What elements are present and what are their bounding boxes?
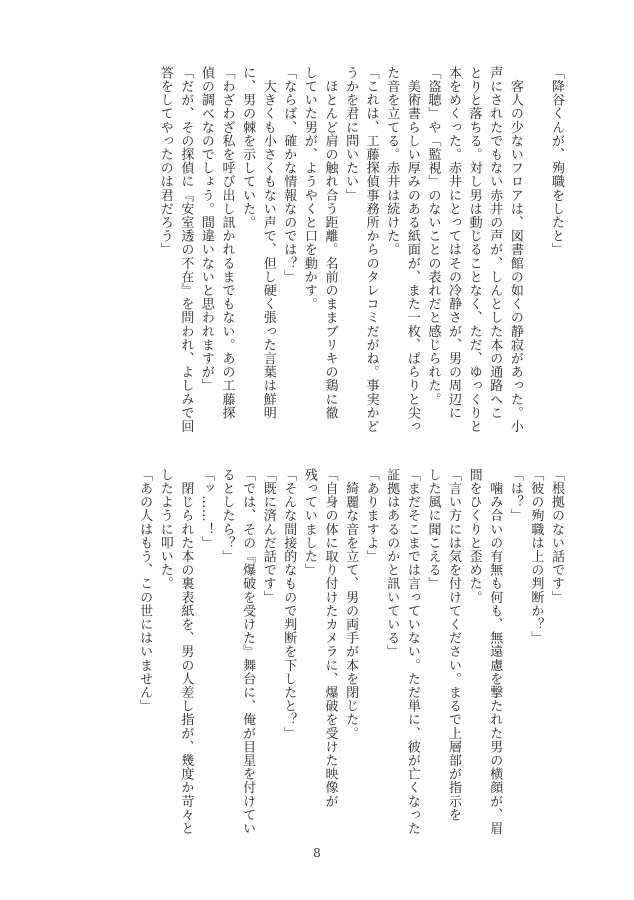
- text-line: 「あの人はもう、この世にはいません」: [137, 468, 153, 713]
- page-number: 8: [313, 846, 321, 860]
- text-line: 「まだそこまでは言っていない。ただ単に、彼が亡くなった: [404, 468, 420, 836]
- text-line: るとしたら？」: [219, 468, 235, 564]
- text-line: 残っていました」: [301, 468, 317, 577]
- text-line: とりと落ちる。対し男は動じることなく、ただ、ゆっくりと: [466, 66, 482, 434]
- text-line: 本をめくった。赤井にとってはその冷静さが、男の周辺に: [446, 66, 462, 420]
- text-line: 「では、その『爆破を受けた』舞台に、俺が目星を付けてい: [240, 468, 256, 836]
- text-line: に、男の棘を示していた。: [240, 66, 256, 230]
- text-line: 美術書らしい厚みのある紙面が、また一枚、ぱらりと尖っ: [404, 66, 420, 434]
- text-line: 綺麗な音を立て、男の両手が本を閉じた。: [343, 468, 359, 740]
- text-line: 「降谷くんが、殉職をしたと」: [549, 66, 564, 257]
- text-line: 閉じられた本の裏表紙を、男の人差し指が、幾度か苛々と: [178, 468, 194, 836]
- text-line: 「だが、その探偵に『安室透の不在』を問われ、よしみで回: [178, 66, 194, 434]
- text-line: 「ッ……！」: [198, 468, 214, 550]
- text-line: た音を立てる。赤井は続けた。: [384, 66, 400, 257]
- text-line: 間をひくりと歪めた。: [466, 468, 482, 604]
- text-line: 「そんな間接的なもので判断を下したと？」: [281, 468, 297, 740]
- text-line: 客人の少ないフロアは、図書館の如くの静寂があった。小: [507, 66, 523, 434]
- text-line: 証拠はあるのかと訊いている」: [384, 468, 400, 659]
- text-line: 「言い方には気を付けてください。まるで上層部が指示を: [446, 468, 462, 822]
- text-line: 「既に済んだ話です」: [260, 468, 276, 604]
- upper-text-block: [154, 66, 566, 434]
- lower-text-block: [134, 468, 566, 836]
- text-line: 声にされたでもない赤井の声が、しんとした本の通路へこ: [487, 66, 503, 420]
- text-line: 「彼の殉職は上の判断か？」: [528, 468, 544, 645]
- text-line: 「わざわざ私を呼び出し訊かれるまでもない。あの工藤探: [219, 66, 235, 420]
- text-line: ほとんど肩の触れ合う距離。名前のままブリキの鶏に徹: [322, 66, 338, 420]
- text-line: 噛み合いの有無も何も、無遠慮を撃たれた男の横顔が、眉: [487, 468, 503, 836]
- text-line: 「自身の体に取り付けたカメラに、爆破を受けた映像が: [322, 468, 338, 808]
- text-line: 「は？」: [507, 468, 523, 523]
- text-line: 答をしてやったのは君だろう」: [157, 66, 173, 257]
- text-line: [525, 66, 546, 406]
- text-line: した風に聞こえる」: [425, 468, 441, 591]
- text-line: していた男が、ようやくと口を動かす。: [301, 66, 317, 311]
- text-line: したように叩いた。: [157, 468, 173, 591]
- text-line: 大きくも小さくもない声で、但し硬く張った言葉は鮮明: [260, 66, 276, 420]
- text-line: 「根拠のない話です」: [549, 468, 564, 604]
- text-line: 「これは、工藤探偵事務所からのタレコミだがね。事実かど: [363, 66, 379, 434]
- text-line: 「盗聴」や「監視」のないことの表れだと感じられた。: [425, 66, 441, 406]
- text-line: 偵の調べなのでしょう。間違いないと思われますが」: [198, 66, 214, 393]
- text-line: 「ありますよ」: [363, 468, 379, 564]
- text-line: うかを君に問いたい」: [343, 66, 359, 202]
- text-line: 「ならば、確かな情報なのでは？」: [281, 66, 297, 284]
